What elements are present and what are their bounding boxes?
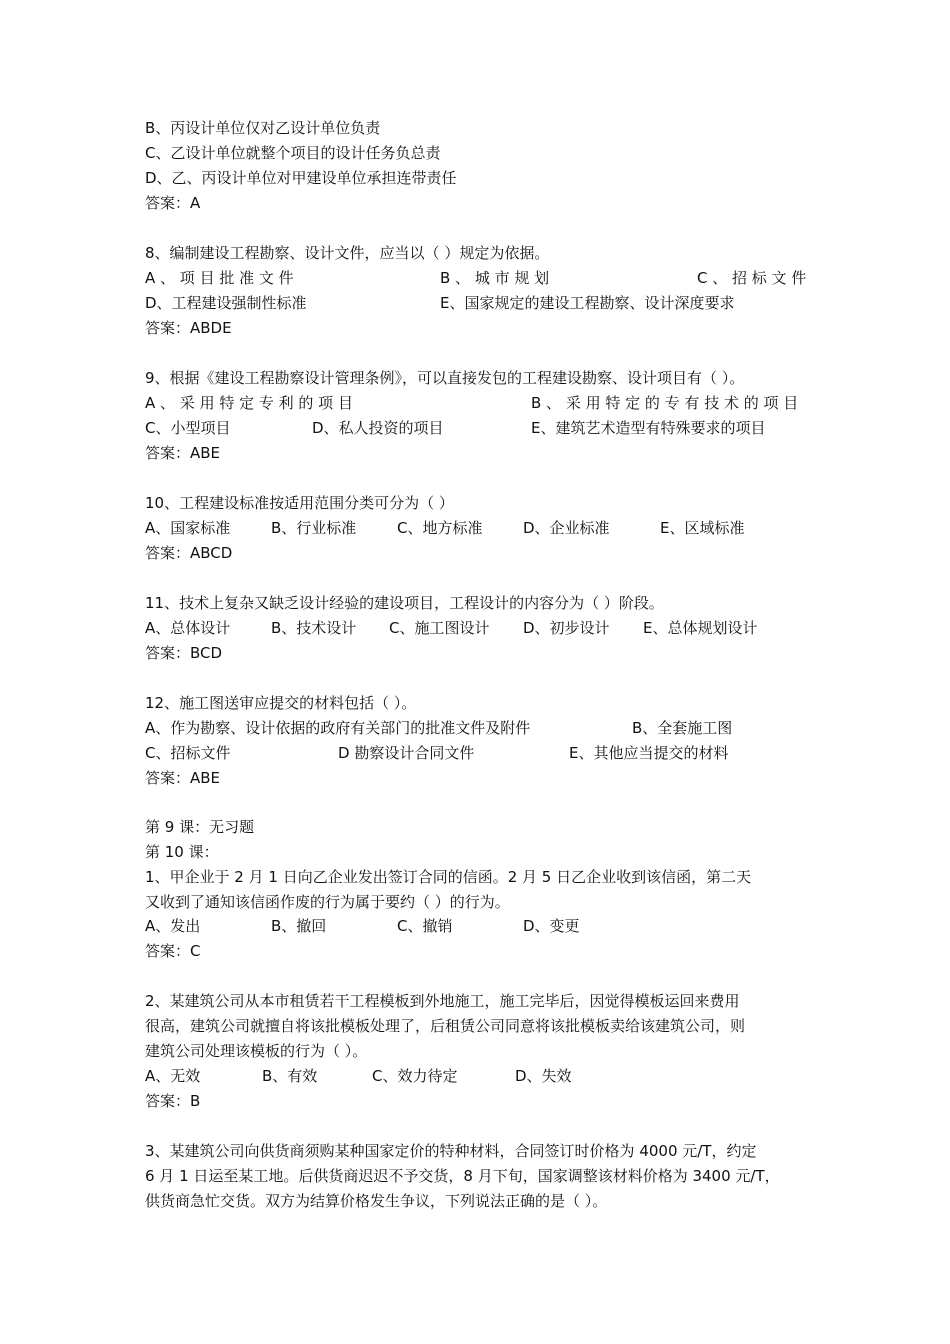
- l10-q1-option-b: B、撤回: [271, 917, 327, 935]
- l10-q1-option-c: C、撤销: [397, 917, 453, 935]
- q8-option-d: D、工程建设强制性标准: [145, 294, 307, 312]
- q10-question: 10、工程建设标准按适用范围分类可分为（ ）: [145, 494, 454, 512]
- q7-option-c: C、乙设计单位就整个项目的设计任务负总责: [145, 144, 441, 162]
- q9-answer: 答案：ABE: [145, 444, 221, 462]
- l10-q2-option-d: D、失效: [515, 1067, 572, 1085]
- l10-q1-option-d: D、变更: [523, 917, 580, 935]
- q8-question: 8、编制建设工程勘察、设计文件，应当以（ ）规定为依据。: [145, 244, 550, 262]
- q12-option-d: D 勘察设计合同文件: [338, 744, 475, 762]
- q9-option-c: C、小型项目: [145, 419, 231, 437]
- q11-option-e: E、总体规划设计: [643, 619, 758, 637]
- l10-q1-answer: 答案：C: [145, 942, 201, 960]
- q11-option-d: D、初步设计: [523, 619, 610, 637]
- q10-option-a: A、国家标准: [145, 519, 231, 537]
- q12-question: 12、施工图送审应提交的材料包括（ ）。: [145, 694, 417, 712]
- l10-q2-answer: 答案：B: [145, 1092, 201, 1110]
- l10-q2-line1: 2、某建筑公司从本市租赁若干工程模板到外地施工，施工完毕后，因觉得模板运回来费用: [145, 992, 740, 1010]
- l10-q1-option-a: A、发出: [145, 917, 201, 935]
- q7-option-d: D、乙、丙设计单位对甲建设单位承担连带责任: [145, 169, 457, 187]
- q11-question: 11、技术上复杂又缺乏设计经验的建设项目，工程设计的内容分为（ ）阶段。: [145, 594, 664, 612]
- l10-q2-line2: 很高，建筑公司就擅自将该批模板处理了，后租赁公司同意将该批模板卖给该建筑公司，则: [145, 1017, 746, 1035]
- q10-option-d: D、企业标准: [523, 519, 610, 537]
- l10-q2-option-a: A、无效: [145, 1067, 201, 1085]
- l10-q3-line2: 6 月 1 日运至某工地。后供货商迟迟不予交货，8 月下旬，国家调整该材料价格为 3400 元/T，: [145, 1167, 780, 1185]
- q12-option-c: C、招标文件: [145, 744, 231, 762]
- q11-answer: 答案：BCD: [145, 644, 223, 662]
- l10-q2-line3: 建筑公司处理该模板的行为（ ）。: [145, 1042, 368, 1060]
- q7-option-b: B、丙设计单位仅对乙设计单位负责: [145, 119, 381, 137]
- q12-option-e: E、其他应当提交的材料: [569, 744, 729, 762]
- q12-answer: 答案：ABE: [145, 769, 221, 787]
- l10-q3-line1: 3、某建筑公司向供货商须购某种国家定价的特种材料，合同签订时价格为 4000 元/T，约定: [145, 1142, 757, 1160]
- q10-answer: 答案：ABCD: [145, 544, 233, 562]
- q12-option-a: A、作为勘察、设计依据的政府有关部门的批准文件及附件: [145, 719, 531, 737]
- q10-option-e: E、区域标准: [660, 519, 745, 537]
- q8-option-a: A 、 项 目 批 准 文 件: [145, 269, 294, 287]
- lesson-9-heading: 第 9 课：无习题: [145, 818, 255, 836]
- l10-q1-line2: 又收到了通知该信函作废的行为属于要约（ ）的行为。: [145, 893, 510, 911]
- q8-option-b: B 、 城 市 规 划: [440, 269, 550, 287]
- q9-option-a: A 、 采 用 特 定 专 利 的 项 目: [145, 394, 353, 412]
- q9-option-b: B 、 采 用 特 定 的 专 有 技 术 的 项 目: [531, 394, 799, 412]
- q11-option-b: B、技术设计: [271, 619, 357, 637]
- q9-option-e: E、建筑艺术造型有特殊要求的项目: [531, 419, 766, 437]
- q11-option-c: C、施工图设计: [389, 619, 490, 637]
- q7-answer: 答案：A: [145, 194, 201, 212]
- q11-option-a: A、总体设计: [145, 619, 231, 637]
- q8-option-e: E、国家规定的建设工程勘察、设计深度要求: [440, 294, 735, 312]
- l10-q2-option-b: B、有效: [262, 1067, 318, 1085]
- q12-option-b: B、全套施工图: [632, 719, 733, 737]
- l10-q2-option-c: C、效力待定: [372, 1067, 458, 1085]
- l10-q1-line1: 1、甲企业于 2 月 1 日向乙企业发出签订合同的信函。2 月 5 日乙企业收到该信函，第二天: [145, 868, 752, 886]
- q10-option-b: B、行业标准: [271, 519, 357, 537]
- q10-option-c: C、地方标准: [397, 519, 483, 537]
- q8-option-c: C 、 招 标 文 件: [697, 269, 807, 287]
- q9-option-d: D、私人投资的项目: [312, 419, 444, 437]
- l10-q3-line3: 供货商急忙交货。双方为结算价格发生争议，下列说法正确的是（ ）。: [145, 1192, 608, 1210]
- q8-answer: 答案：ABDE: [145, 319, 232, 337]
- lesson-10-heading: 第 10 课：: [145, 843, 219, 861]
- q9-question: 9、根据《建设工程勘察设计管理条例》，可以直接发包的工程建设勘察、设计项目有（ ）。: [145, 369, 745, 387]
